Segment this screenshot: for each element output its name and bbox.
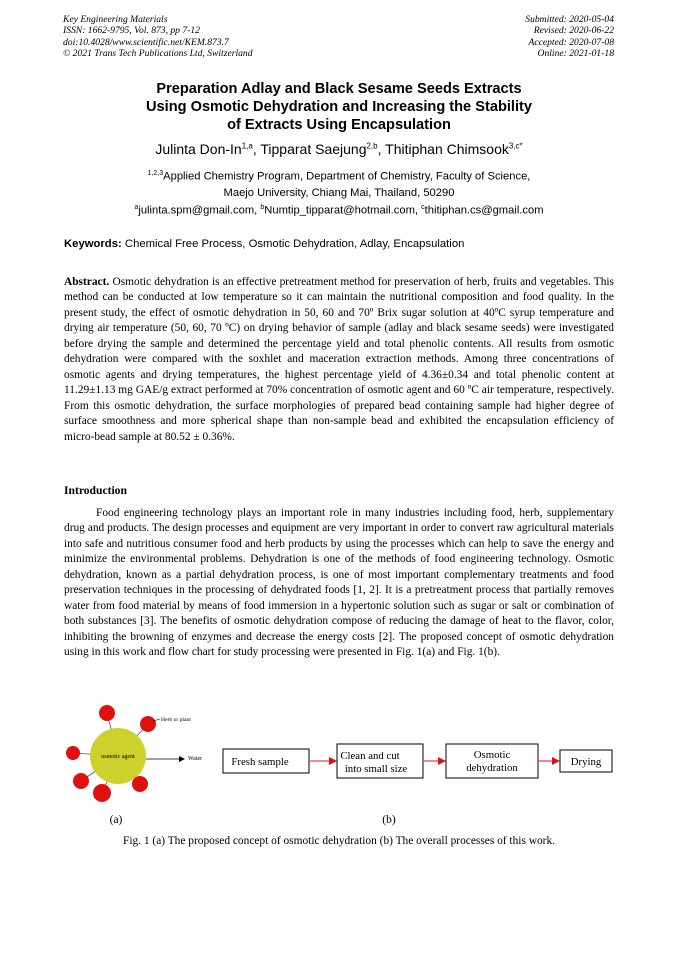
copyright: © 2021 Trans Tech Publications Ltd, Switzerland — [63, 47, 253, 59]
email-c: thitiphan.cs@gmail.com — [424, 204, 544, 217]
email-b: Numtip_tipparat@hotmail.com, — [264, 204, 422, 217]
keywords-label: Keywords: — [64, 238, 122, 250]
journal-header-left — [63, 14, 253, 59]
affiliation-line-2: Maejo University, Chiang Mai, Thailand, 50290 — [223, 186, 455, 199]
flow-step-fresh-sample-label: Fresh sample — [231, 756, 289, 768]
panel-a-diagram — [66, 705, 202, 826]
herb-particle — [99, 705, 115, 721]
email-a: julinta.spm@gmail.com, — [138, 204, 261, 217]
author-emails — [60, 204, 618, 217]
email-b-sup: b — [260, 204, 265, 211]
flow-step-clean-cut-label-2: into small size — [344, 763, 408, 775]
author-separator: , — [252, 141, 261, 157]
figure-1-svg — [60, 702, 620, 832]
submitted-date: Submitted: 2020-05-04 — [525, 14, 614, 25]
email-a-sup: a — [134, 204, 139, 211]
abstract-text: Osmotic dehydration is an effective pretreatment method for preservation of herb, fruits and vegetables. This method can be conducted at low temperature so it can maintain the nutritional composition and food quality. In the present study, the effect of osmotic dehydration in 50, 60 and 70º Brix sugar solution at 40ºC syrup temperature and drying air temperature (50, 60, 70 ºC) on drying behavior of sample (adlay and black sesame seeds) were investigated before drying the sample and determined the percentage yield and total phenolic contents. All results from osmotic dehydration were compared with the soxhlet and maceration extraction methods. Among three concentrations of osmotic agents and drying temperatures, the highest percentage yield of 4.36±0.34 and total phenolic content at 11.29±1.13 mg GAE/g extract performed at 70% concentration of osmotic agent and 60 ºC air temperature, respectively. From this osmotic dehydration, the surface morphologies of prepared bead containing sample had higher degree of surface smoothness and more spherical shape than non-sample bead and exhibited the encapsulation efficiency of micro-bead sample at 80.52 ± 0.36%. — [64, 276, 614, 443]
herb-particle — [66, 746, 80, 760]
affiliation — [60, 166, 618, 201]
flow-step-osmotic-label-2: dehydration — [466, 762, 518, 774]
panel-b-flowchart — [223, 744, 612, 826]
email-c-sup: c — [421, 204, 425, 211]
issn: ISSN: 1662-9795, Vol. 873, pp 7-12 — [63, 25, 200, 37]
keywords-text: Chemical Free Process, Osmotic Dehydration, Adlay, Encapsulation — [121, 238, 465, 250]
abstract-label: Abstract. — [64, 276, 110, 288]
author-separator: , — [377, 141, 386, 157]
accepted-date: Accepted: 2020-07-08 — [528, 36, 614, 48]
figure-1 — [60, 702, 620, 832]
panel-a-label: (a) — [109, 814, 123, 826]
herb-label: Herb or plant — [161, 717, 191, 723]
author-1: Julinta Don-In — [155, 141, 242, 157]
introduction-text: Food engineering technology plays an important role in many industries including food, herb, supplementary drug and products. The design processes and equipment are very important in order to convert raw agricultural materials into safe and nutritious consumer food and herb products by using the processes which can help to save the energy and minimize the environmental problems. Dehydration is one of the methods of food engineering technology. Osmotic dehydration, known as a partial dehydration process, is one of most important complementary treatments and food preservation techniques in the processing of dehydrated foods [1, 2]. It is a pretreatment process that partially removes water from food material by means of food immersion in a hypertonic solution such as sugar or salt or combination of both substances [3]. The benefits of osmotic dehydration compose of reducing the damage of heat to the flavor, color, inhibiting the browning of enzymes and decrease the energy costs [2]. The proposed concept of osmotic dehydration using in this work and flow chart for study processing were presented in Fig. 1(a) and Fig. 1(b). — [64, 507, 614, 659]
paper-title — [60, 80, 618, 135]
introduction-heading: Introduction — [64, 484, 127, 497]
journal-name: Key Engineering Materials — [63, 14, 168, 25]
keywords — [64, 238, 616, 250]
author-3: Thitiphan Chimsook — [385, 141, 509, 157]
water-label: Water — [188, 756, 203, 762]
doi: doi:10.4028/www.scientific.net/KEM.873.7 — [63, 36, 229, 48]
osmotic-agent-label: osmotic agent — [101, 754, 135, 760]
figure-caption: Fig. 1 (a) The proposed concept of osmotic dehydration (b) The overall processes of this work. — [123, 835, 555, 847]
herb-particle — [73, 773, 89, 789]
title-line-2: Using Osmotic Dehydration and Increasing the Stability — [146, 99, 532, 116]
online-date: Online: 2021-01-18 — [537, 47, 614, 59]
author-list — [60, 141, 618, 157]
abstract — [64, 275, 614, 445]
author-1-affil: 1,a — [241, 141, 253, 151]
affiliation-sup: 1,2,3 — [147, 170, 164, 177]
flow-step-osmotic-label-1: Osmotic — [473, 749, 511, 761]
herb-particle — [140, 716, 156, 732]
title-line-3: of Extracts Using Encapsulation — [227, 117, 451, 134]
herb-particle — [93, 784, 111, 802]
author-3-affil: 3,c* — [508, 141, 523, 151]
affiliation-line-1: Applied Chemistry Program, Department of Chemistry, Faculty of Science, — [163, 170, 531, 183]
title-line-1: Preparation Adlay and Black Sesame Seeds Extracts — [156, 81, 522, 97]
flow-step-drying-label: Drying — [570, 756, 602, 768]
flow-step-clean-cut-label-1: Clean and cut — [340, 750, 400, 762]
author-2: Tipparat Saejung — [260, 141, 367, 157]
journal-header-right — [525, 14, 614, 59]
revised-date: Revised: 2020-06-22 — [533, 25, 614, 37]
panel-b-label: (b) — [382, 814, 396, 826]
author-2-affil: 2,b — [366, 141, 378, 151]
herb-particle — [132, 776, 148, 792]
